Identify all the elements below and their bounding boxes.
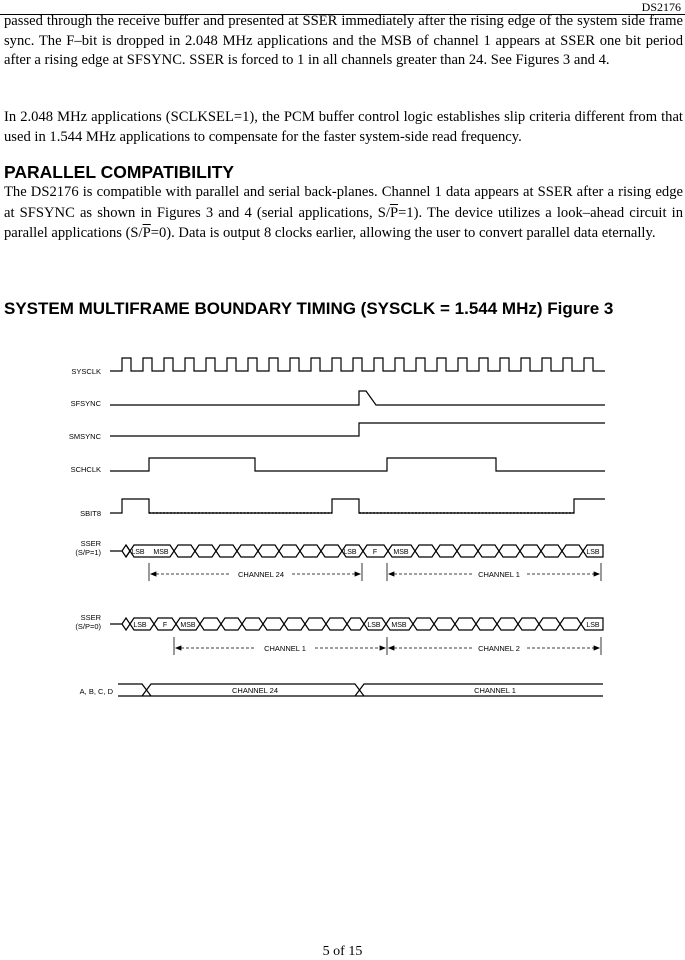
label-abcd: A, B, C, D [79,687,113,696]
sysclk-waveform [110,358,605,371]
heading-figure-3: SYSTEM MULTIFRAME BOUNDARY TIMING (SYSCLK = 1.544 MHz) Figure 3 [4,299,614,318]
paragraph-3-part-b: =1). The device utilizes a look–ahead circuit in parallel applications (S/ [4,204,683,241]
paragraph-1: passed through the receive buffer and presented at SSER immediately after the rising edge of the system side frame sync. The F–bit is dropped in 2.048 MHz applications and the MSB of channel 1 appears at SSER one bit period after a rising edge at SFSYNC. SSER is forced to 1 in all channels greater than 24. See Figures 3 and 4. [4,13,683,68]
sser1-span-ch24: CHANNEL 24 [238,570,284,579]
sser0-span-arrows [174,637,601,655]
paragraph-3-part-a: The DS2176 is compatible with parallel and serial back-planes. Channel 1 data appears at SSER after a rising edge at SFSYNC as shown in Figures 3 and 4 (serial applications, S/ [4,184,683,221]
p-bar-1: $\overline{P}$ [389,204,399,221]
sser0-lsb-3: LSB [586,622,600,629]
abcd-ch1: CHANNEL 1 [474,686,516,695]
page-number: 5 of 15 [322,944,363,959]
sser0-msb-2: MSB [391,622,407,629]
timing-diagram [0,345,685,725]
sser0-span-ch2: CHANNEL 2 [478,644,520,653]
paragraph-3 [4,182,683,244]
label-sser-1b: (S/P=1) [75,548,101,557]
abcd-ch24: CHANNEL 24 [232,686,278,695]
label-sser-0b: (S/P=0) [75,622,101,631]
sser0-lsb-1: LSB [133,622,147,629]
sser1-lsb-3: LSB [586,549,600,556]
p-bar-2: $\overline{P}$ [142,225,151,241]
paragraph-2: In 2.048 MHz applications (SCLKSEL=1), the PCM buffer control logic establishes slip criteria different from that used in 1.544 MHz applications to compensate for the faster system-side read frequency. [4,109,683,145]
sser0-lsb-2: LSB [367,622,381,629]
smsync-waveform [110,423,605,436]
sser1-lsb-1: LSB [131,549,145,556]
abcd-bus [118,684,603,696]
sbit8-waveform [110,499,605,513]
sser1-span-arrows [149,563,601,581]
label-sfsync: SFSYNC [70,399,101,408]
sser0-msb-1: MSB [180,622,196,629]
sser1-msb-2: MSB [393,549,409,556]
sser1-msb-1: MSB [153,549,169,556]
paragraph-3-part-c: =0). Data is output 8 clocks earlier, allowing the user to convert parallel data eternally. [150,225,656,241]
label-sser-0a: SSER [80,613,101,622]
sser1-lsb-2: LSB [343,549,357,556]
schclk-waveform [110,458,605,471]
sser0-f: F [162,622,168,629]
heading-parallel-compatibility: PARALLEL COMPATIBILITY [4,162,235,182]
sser1-span-ch1: CHANNEL 1 [478,570,520,579]
header-doc-id: DS2176 [641,0,681,14]
label-sser-1a: SSER [80,539,101,548]
label-sysclk: SYSCLK [71,367,101,376]
label-sbit8: SBIT8 [80,509,101,518]
sser0-span-ch1: CHANNEL 1 [264,644,306,653]
label-smsync: SMSYNC [68,432,101,441]
sser1-f: F [372,549,378,556]
label-schclk: SCHCLK [70,465,101,474]
sfsync-waveform [110,391,605,405]
